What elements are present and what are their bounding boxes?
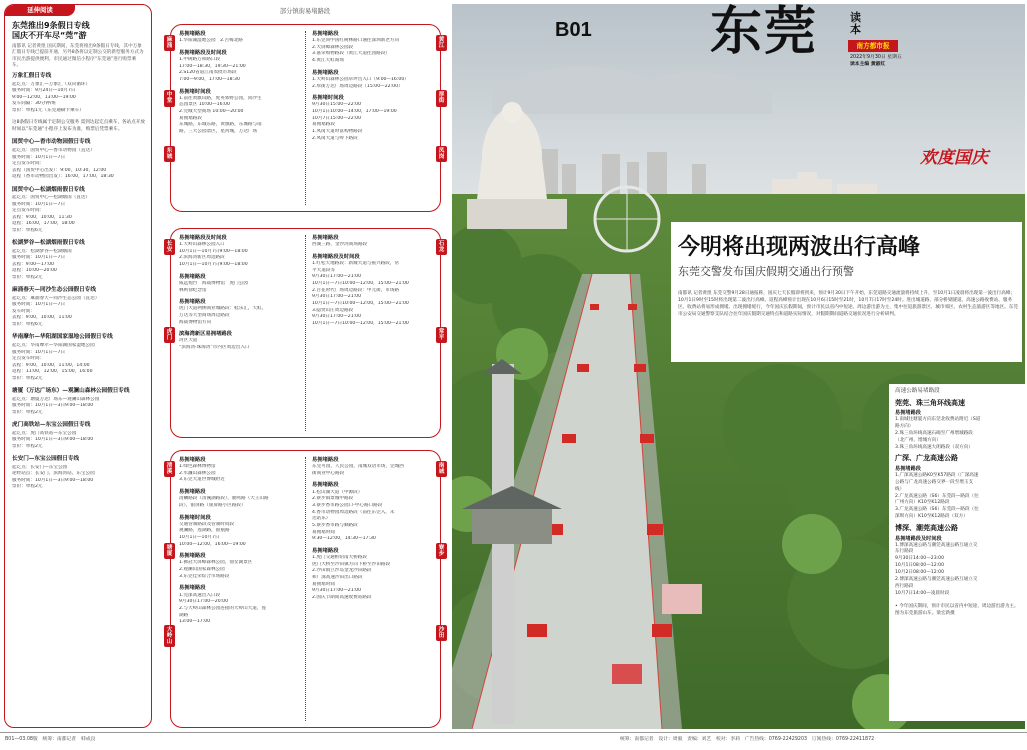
town-label-right: 凤岗 bbox=[436, 146, 447, 162]
holiday-line-detail: 定点发车时间： bbox=[12, 356, 45, 362]
route-column bbox=[312, 457, 434, 607]
highway-sub: 易拥堵路段及时间段 bbox=[895, 535, 942, 542]
route-line: “滨海湾·珠海湾”市内区周边出入口 bbox=[179, 345, 250, 351]
holiday-line-title: 长安门—东宝公园假日专线 bbox=[12, 456, 80, 463]
route-line: 1.东莞同中国红树林路口通往深圳新老方向 bbox=[312, 38, 400, 44]
route-line: 10月1日—7日10:00—12:00，15:00—21:00 bbox=[312, 280, 409, 286]
highway-sub: 易拥堵路段 bbox=[895, 409, 921, 416]
holiday-line-detail: 起讫点：松湖梦谷—松湖烟雨 bbox=[12, 248, 72, 254]
route-line: 9月30日15:00—22:00 bbox=[312, 102, 362, 108]
route-group-title: 易拥堵路段 bbox=[179, 299, 206, 306]
holiday-line-item bbox=[12, 388, 145, 416]
holiday-line-title: 华南摩尔—华阳湖国家湿地公园假日专线 bbox=[12, 334, 113, 341]
holiday-line-detail: 返程：16:00，17:00，18:00 bbox=[12, 221, 75, 227]
route-line: 1.中碑路万和路口段 bbox=[179, 56, 221, 62]
route-line: 易拥堵时间 bbox=[312, 581, 335, 587]
route-line: 10月1日10:00—14:00，17:00—19:00 bbox=[312, 109, 397, 115]
route-group bbox=[179, 31, 301, 45]
footer-left: B01—03.08版 统筹：南都记者 韩成良 bbox=[5, 737, 96, 742]
town-label-right: 黄江 bbox=[436, 35, 447, 51]
route-group-title: 易拥堵路段及时间段 bbox=[312, 253, 360, 260]
route-line: 态园景区 10:00—16:00 bbox=[179, 102, 230, 108]
highway-line: 10月1日08:00—12:00 bbox=[895, 563, 945, 569]
holiday-line-detail: 返程（香市动物园出发）：16:00，17:00，18:30 bbox=[12, 174, 114, 180]
town-label-left: 清溪 bbox=[164, 461, 175, 477]
route-line: 虎门大桥至沙田镇方向下桥至沙田路段 bbox=[312, 561, 391, 567]
route-line: 平大道段等 bbox=[312, 267, 335, 273]
route-line: 9:30—12:00，14:30—17:30 bbox=[312, 536, 376, 542]
route-line: 13:00—17:00 bbox=[179, 619, 211, 625]
holiday-line-item bbox=[12, 73, 145, 114]
route-line: 交通管制路段及管制时间段 bbox=[179, 521, 235, 527]
town-label-right: 石龙 bbox=[436, 239, 447, 255]
national-day-stamp: 欢度国庆 bbox=[920, 148, 988, 168]
holiday-line-detail: 起讫点：万象汇—万象汇（双向循环） bbox=[12, 81, 91, 87]
holiday-line-detail: 服务时间：10月1日—7日 bbox=[12, 255, 66, 261]
route-line: 湖路 bbox=[179, 612, 189, 618]
holiday-line-detail: 服务时间：10月1日—7日 bbox=[12, 201, 66, 207]
route-line: 林则徐纪念馆 bbox=[179, 287, 207, 293]
holiday-line-detail: 去程：9:00，10:00，11:30 bbox=[12, 214, 72, 220]
highway-line: 路方向） bbox=[895, 423, 914, 429]
holiday-line-item bbox=[12, 139, 145, 180]
route-group-title: 易拥堵路段 bbox=[179, 457, 206, 463]
route-line: 9月30日17:00—21:00 bbox=[312, 314, 362, 320]
route-group-title: 易拥堵路段及时间段 bbox=[179, 49, 227, 56]
route-line: 易拥堵路段 bbox=[312, 122, 335, 128]
route-line: 4.黄江天虹商场 bbox=[312, 58, 344, 64]
holiday-line-detail: 票价：单程2元 bbox=[12, 274, 43, 280]
highway-line: 东行路段 bbox=[895, 549, 914, 555]
town-label-left: 虎门 bbox=[164, 327, 175, 343]
route-line: 2.观澜山国家森林公园 bbox=[179, 567, 225, 573]
holiday-line-detail: 服务时间：9月24日—10月7日 bbox=[12, 88, 76, 94]
route-line: 3.东莞佳荣综合市场路段 bbox=[179, 573, 230, 579]
route-line: 路，三大公园景区，星河城，万达广场 bbox=[179, 128, 258, 134]
route-line: 易拥堵时间 bbox=[312, 529, 335, 535]
route-group-title: 易拥堵路段 bbox=[312, 235, 339, 241]
holiday-line-detail: 票价：单程2元 bbox=[12, 484, 43, 490]
holiday-line-detail: 9:00—12:00，13:00—19:00 bbox=[12, 94, 76, 100]
route-line: 10月1日—10月7日9:00—18:00 bbox=[179, 262, 248, 268]
holiday-line-detail: 服务时间：10月1日—7日 bbox=[12, 349, 66, 355]
route-line: 10月1日—10月7日 bbox=[179, 535, 220, 541]
highway-line: 1.广深高速公路K0至K57路段（广深高速 bbox=[895, 472, 979, 478]
route-group bbox=[312, 70, 434, 90]
route-line: 1.前往黄旗山路，虎英郊野公园，同沙生 bbox=[179, 95, 262, 101]
route-line: 10月7日15:00—22:00 bbox=[312, 115, 362, 121]
route-group bbox=[312, 95, 434, 142]
route-column bbox=[312, 235, 434, 333]
route-line: 虎门大道两侧商业城路段：鞋乐汇，天虹， bbox=[179, 306, 267, 312]
route-group-title: 易拥堵路段 bbox=[312, 31, 339, 37]
photo-caption: • 今年国庆期间，预计市民以省内中短途、周边游出游为主。图为东莞旅游山车。梁宏新摄 bbox=[895, 603, 1019, 616]
route-line: 海战博物馆方向 bbox=[179, 319, 212, 325]
route-line: 3.隐贤山庄周边路段 bbox=[312, 307, 354, 313]
main-subhead: 东莞交警发布国庆假期交通出行预警 bbox=[678, 265, 854, 278]
highway-line: 9月30日14:00—23:00 bbox=[895, 556, 945, 562]
route-line: 达站乐） bbox=[312, 516, 331, 522]
holiday-line-detail: 票价：单程6元 bbox=[12, 321, 43, 327]
route-group bbox=[179, 274, 301, 294]
holiday-line-item bbox=[12, 287, 145, 328]
route-column bbox=[179, 457, 301, 631]
holiday-line-detail: 起讫点：国贸中心—香市动物园（直达） bbox=[12, 148, 95, 154]
page-footer bbox=[0, 732, 1027, 750]
section-number: B01 bbox=[555, 19, 592, 41]
route-line: 街商业中心路段 bbox=[312, 470, 345, 476]
route-group bbox=[179, 489, 301, 509]
date-line: 2022年9月30日 星期五 bbox=[850, 55, 902, 60]
route-group-title: 易拥堵路段及时间段 bbox=[179, 235, 227, 241]
box-divider bbox=[305, 31, 306, 205]
route-line: 2.厚街万达广场周边路段（15:00—22:00） bbox=[312, 83, 403, 89]
town-label-right: 沙田 bbox=[436, 625, 447, 641]
route-line: 3.东莞大道世博城附近 bbox=[179, 477, 225, 483]
route-group bbox=[179, 585, 301, 625]
main-body-text: 南都讯 记者黄煌 东莞交警9月28日通报称，国庆七天长假即将到来，预计9月30日下午开始，东莞道路交通流量将持续上升，至10月1日凌晨将出现第一波出行高峰；10月1日9时至15时将出现第二波出行高峰。返程高峰预计出现在10月6日15时至21时，10月7日17时至24时。进出城道路、部分桥梁隧道、高速公路收费站、服务区、收费站将易形成拥堵。出现拥堵缓行，今年国庆长假期间，预计市民以省内中短途、周边游出游为主，集中往返旅游景区、城市郊区、农村生态旅游区等地区。东莞市公安局交通警察支队结合往年国庆假期交通特点和道路实际情况，对假期期间道路交通状况进行分析研判。 bbox=[678, 291, 1018, 317]
congestion-box bbox=[166, 450, 445, 728]
holiday-line-title: 国贸中心—松湖烟雨假日专线 bbox=[12, 186, 85, 193]
holiday-line-detail: 服务时间：10月1日—3日9:00—18:00 bbox=[12, 403, 94, 409]
route-line: 2.莞城大型商场 10:00—20:00 bbox=[179, 109, 244, 115]
route-group bbox=[179, 515, 301, 549]
holiday-line-detail: 定点发车时间： bbox=[12, 208, 45, 214]
extended-reading-tag: 延伸阅读 bbox=[5, 5, 75, 16]
route-column bbox=[179, 235, 301, 357]
route-line: 和广深高速沙田出口路段 bbox=[312, 574, 363, 580]
holiday-line-detail: 起讫点：塘厦万达广场东—观澜山森林公园 bbox=[12, 396, 100, 402]
congestion-box bbox=[166, 228, 445, 438]
route-group-title: 易拥堵路段 bbox=[312, 547, 339, 554]
route-line: 17:00—18:30，19:30—21:00 bbox=[179, 63, 246, 69]
route-line: 1.凤岗大道时富购物路段 bbox=[312, 128, 363, 134]
route-line: 2.大屏嶂森林公园段 bbox=[312, 44, 354, 50]
extended-reading-column bbox=[4, 4, 152, 728]
route-line: 7:00—9:00，17:00—18:30 bbox=[179, 76, 240, 82]
holiday-line-title: 国贸中心—香市动物园假日专线 bbox=[12, 139, 91, 146]
route-line: 易拥堵路段 bbox=[179, 115, 202, 121]
route-group bbox=[312, 457, 434, 477]
holiday-line-detail: 去程：9:00，10:00，11:00 bbox=[12, 315, 72, 321]
route-line: 2.百花时代广场周边路段：中元街，市场路 bbox=[312, 287, 400, 293]
town-label-left: 中堂 bbox=[164, 90, 175, 106]
highway-line: （北广州、增城方向） bbox=[895, 437, 941, 443]
route-group-title: 易拥堵路段 bbox=[179, 273, 206, 280]
highway-line: 1.南城往塘厦方向东莞北收费站附近（S道 bbox=[895, 417, 981, 422]
reader-mark: 读本 bbox=[850, 11, 861, 37]
holiday-line-detail: 票价：单程1元（东莞通刷卡乘车） bbox=[12, 107, 84, 113]
route-line: 2.沙田镇立沙岛金龙沙田路段 bbox=[312, 568, 372, 574]
route-line: 1.佛冠大屏嶂森林公园，仙女湖景区 bbox=[179, 560, 253, 566]
holiday-line-detail: 途经站点：长安门、滨海湾站、东宝公园 bbox=[12, 471, 95, 477]
town-label-right: 南城 bbox=[436, 461, 447, 477]
holiday-line-title: 虎门高铁站—东宝公园假日专线 bbox=[12, 422, 91, 429]
town-label-left: 塘厦 bbox=[164, 543, 175, 559]
route-line: 9月30日17:00—21:00 bbox=[312, 588, 362, 594]
holiday-line-detail: 票价：单程2元 bbox=[12, 409, 43, 415]
holiday-line-detail: 票价：单程2元 bbox=[12, 443, 43, 449]
route-group-title: 易拥堵时间段 bbox=[179, 514, 211, 521]
route-group bbox=[179, 553, 301, 580]
route-line: 3.寮步香市路公园口-中心路口路段 bbox=[312, 502, 383, 508]
highway-line: 3.珠三角环线高速大朗路段（双方向） bbox=[895, 444, 973, 450]
route-line: 9月30日17:00—21:00 bbox=[312, 294, 362, 300]
holiday-line-detail: 服务时间：10月1日—3日9:00—18:00 bbox=[12, 437, 94, 443]
highway-sub: 易拥堵路段 bbox=[895, 465, 921, 472]
brand-title: 东莞 bbox=[710, 1, 819, 62]
route-column bbox=[312, 31, 434, 147]
holiday-line-detail: 起讫点：国贸中心—松湖烟雨（直达） bbox=[12, 195, 91, 201]
route-line: 段），银屏路（银屏路小区路段） bbox=[179, 502, 246, 508]
highway-panel-heading: 高速公路易堵路段 bbox=[895, 388, 940, 394]
route-group bbox=[179, 235, 301, 269]
route-line: 万达等大型商场周边路段 bbox=[179, 313, 230, 319]
holiday-line-title: 万象汇假日专线 bbox=[12, 73, 52, 80]
route-line: 1.华阳湖湿地公园 2.古梅北路 bbox=[179, 38, 243, 44]
highway-line: 广州方向）K10至K12路段 bbox=[895, 500, 950, 506]
highway-line: 10月2日08:00—12:00 bbox=[895, 570, 945, 576]
route-line: 1.虎门交通枢纽南大桥路段 bbox=[312, 554, 367, 560]
route-group bbox=[179, 331, 301, 351]
route-group-title: 易拥堵路段 bbox=[179, 585, 206, 592]
holiday-line-detail: 发车间隔：30分钟/班 bbox=[12, 101, 57, 107]
left-lead-paragraph: 南都讯 记者黄煌 国庆期间，东莞将推出9条假日专线，其中万象汇假日专线已提前开通，另外8条将以定制公交的新型服务方式为市民出游提供便利。市民通过微信小程序“东莞通”进行购票乘车。 bbox=[12, 44, 144, 68]
route-group-title: 易拥堵路段 bbox=[179, 31, 206, 37]
highway-congestion-panel bbox=[889, 384, 1025, 721]
holiday-line-detail: 服务时间：10月1日—7日 bbox=[12, 154, 66, 160]
route-line: 10月1日—7日10:00—12:00，15:00—21:00 bbox=[312, 320, 409, 326]
holiday-line-detail: 起讫点：长安门—东宝公园 bbox=[12, 464, 68, 470]
route-line: 2.与大岭山森林公园连接的大岭山大道，莲 bbox=[179, 605, 267, 611]
route-line: 1.大岭山森林公园入口 bbox=[179, 242, 225, 248]
route-group-title: 易拥堵路段 bbox=[179, 489, 206, 496]
town-label-left: 大岭山 bbox=[164, 625, 175, 647]
route-line: 1.莞深高速出入口段 bbox=[179, 592, 221, 598]
holiday-line-detail: 去程（国贸中心出发）：9:00，10:30，12:00 bbox=[12, 167, 107, 173]
route-line: 2.国庆节期间高速收费站路段 bbox=[312, 594, 372, 600]
route-column bbox=[179, 31, 301, 141]
holiday-line-detail: 服务时间：10月1日—7日 bbox=[12, 302, 66, 308]
holiday-line-detail: 起讫点：华南摩尔—华阳湖国家湿地公园 bbox=[12, 343, 95, 349]
route-line: 湾区大道 bbox=[179, 338, 198, 344]
route-line: 9月30日17:00—20:00 bbox=[179, 599, 229, 605]
holiday-line-item bbox=[12, 456, 145, 491]
route-group-title: 滨海湾新区易拥堵路段 bbox=[179, 331, 232, 338]
highway-line: 2.珠三角环线高速石碣至广州增城路段 bbox=[895, 430, 973, 436]
box-divider bbox=[305, 235, 306, 431]
holiday-line-title: 塘厦（万达广场东）—观澜山森林公园假日专线 bbox=[12, 388, 130, 395]
route-line: 2.S120省道江南农批市场段 bbox=[179, 70, 237, 76]
highway-line: 2.博深高速公路与潮莞高速公路互通立交 bbox=[895, 577, 978, 583]
route-line: 4.香市动物园周边路段（前往东莞入，未 bbox=[312, 509, 395, 515]
holiday-line-item bbox=[12, 187, 145, 235]
route-line: 2.寮步镇景城中路段 bbox=[312, 496, 354, 502]
route-line: 9月30日17:00—21:00 bbox=[312, 274, 362, 280]
highway-line: 西行路段 bbox=[895, 583, 914, 589]
holiday-line-detail: 去程：9:00—17:00 bbox=[12, 261, 54, 267]
holiday-line-item bbox=[12, 240, 145, 281]
holiday-line-title: 麻涌春天—同沙生态公园假日专线 bbox=[12, 287, 96, 294]
holiday-line-item bbox=[12, 334, 145, 382]
holiday-line-list bbox=[12, 73, 145, 491]
main-headline: 今明将出现两波出行高峰 bbox=[678, 235, 921, 260]
footer-right: 统筹：南都记者 设计：周毅 责编：刘艺 校对：李莉 广告热线：0769-22429203 订阅热线：0769-22411872 bbox=[620, 737, 875, 742]
route-line: 西湖三路，金沙湾商场路段 bbox=[312, 242, 368, 248]
route-line: 10月1日—7日10:00—12:00，15:00—21:00 bbox=[312, 300, 409, 306]
town-label-right: 寮步 bbox=[436, 543, 447, 559]
route-line: 威远炮台 海战博物馆 虎门公园 bbox=[179, 280, 248, 286]
route-line: 3.嘉荣购物路段（黄江大道往园路段） bbox=[312, 51, 390, 57]
middle-section-title: 部分镇街易堵路段 bbox=[279, 8, 331, 15]
highway-line: 线） bbox=[895, 486, 905, 492]
route-line: 1.松山湖大道（中源段） bbox=[312, 489, 363, 495]
route-line: 10:00—12:00，16:00—19:00 bbox=[179, 541, 246, 547]
highway-line: 1.博深高速公路与潮莞高速公路互通立交 bbox=[895, 542, 978, 548]
holiday-line-detail: 返程：10:00—20:00 bbox=[12, 268, 57, 274]
town-label-right: 厚街 bbox=[436, 90, 447, 106]
route-group-title: 易拥堵路段 bbox=[312, 457, 339, 463]
holiday-line-detail: 票价：单程6元 bbox=[12, 227, 43, 233]
holiday-line-detail: 返程：11:00，12:00，15:00，16:00 bbox=[12, 369, 93, 375]
route-group bbox=[312, 548, 434, 602]
route-group bbox=[312, 482, 434, 542]
route-line: 清鳞路段（清溪湖路段），鹿鸣路（大王山路 bbox=[179, 496, 269, 502]
highway-name: 博深、潮莞高速公路 bbox=[895, 524, 958, 533]
holiday-line-detail: 定点发车时间： bbox=[12, 161, 45, 167]
town-label-right: 常平 bbox=[436, 327, 447, 343]
route-group bbox=[179, 299, 301, 326]
route-line: 1.绿色森林博物馆 bbox=[179, 464, 216, 470]
left-headline: 东莞推出9条假日专线 国庆不开车尽“莞”游 bbox=[12, 21, 90, 40]
congestion-box bbox=[166, 24, 445, 212]
route-group bbox=[312, 235, 434, 249]
route-line: 5.寮步香市路与顺路段 bbox=[312, 522, 358, 528]
holiday-line-detail: 发车时间： bbox=[12, 308, 35, 314]
highway-name: 广深、广龙高速公路 bbox=[895, 454, 958, 463]
route-line: 2.水濂山森林公园 bbox=[179, 470, 216, 476]
holiday-line-detail: 去程：9:00，10:00，11:00，14:00 bbox=[12, 362, 90, 368]
highway-line: 10月7日14:00—凌晨时段 bbox=[895, 590, 950, 596]
route-group bbox=[179, 50, 301, 84]
left-note: 这8条假日专线属于定制公交服务 需到达起讫点乘车，各站点开放时间以“东莞通”小程序上发布为准，购票后凭票乘车。 bbox=[12, 120, 146, 132]
holiday-line-detail: 起讫点：麻涌春天—同沙生态公园（直达） bbox=[12, 295, 100, 301]
paper-logo: 南方都市报 bbox=[848, 40, 898, 52]
highway-line: 公路与广龙高速公路交界一段至增玉支 bbox=[895, 479, 974, 485]
route-line: 10月1日—10月7日9:00—18:00 bbox=[179, 248, 248, 254]
route-line: 1.红松天地路段：新城大道与振兴路段，常 bbox=[312, 260, 400, 266]
editor-line: 读本主编 黄淑红 bbox=[850, 62, 886, 67]
town-label-left: 东城 bbox=[164, 146, 175, 162]
holiday-line-detail: 起讫点：虎门高铁站—东宝公园 bbox=[12, 430, 77, 436]
box-divider bbox=[305, 457, 306, 721]
holiday-line-item bbox=[12, 422, 145, 450]
route-group bbox=[179, 457, 301, 484]
route-group-title: 易拥堵路段 bbox=[312, 69, 339, 76]
holiday-line-title: 松湖梦谷—松湖烟雨假日专线 bbox=[12, 240, 85, 247]
holiday-line-detail: 票价：单程2元 bbox=[12, 375, 43, 381]
route-line: 东莞可园，人民公园，南城双语市场，莞城西 bbox=[312, 464, 404, 470]
route-line: 东城路，东城东路，黄旗路，东城路与南 bbox=[179, 122, 262, 128]
route-line: 2.凤岗大道与岭下路段 bbox=[312, 135, 358, 141]
route-group-title: 易拥堵路段 bbox=[179, 553, 206, 560]
highway-name: 莞莞、珠三角环线高速 bbox=[895, 398, 965, 407]
route-line: 2.滨海湾新区周边路段 bbox=[179, 255, 225, 261]
highway-line: 2.广龙高速公路（S6）东莞段—路段（往 bbox=[895, 493, 979, 499]
route-line: 1.大岭山森林公园草坪出入口（9:00—16:00） bbox=[312, 76, 409, 82]
route-group-title: 易拥堵时间段 bbox=[179, 88, 211, 95]
route-group bbox=[179, 89, 301, 136]
town-label-left: 麻涌 bbox=[164, 35, 175, 51]
route-group bbox=[312, 31, 434, 65]
route-line: 观澜路，莲湖路，银瓶路 bbox=[179, 528, 230, 534]
route-group-title: 易拥堵时间段 bbox=[312, 95, 344, 102]
holiday-line-detail: 服务时间：10月1日—3日9:00—18:00 bbox=[12, 477, 94, 483]
route-group bbox=[312, 254, 434, 328]
highway-line: 3.广龙高速公路（S6）东莞段—路段（往 bbox=[895, 507, 979, 513]
town-label-left: 长安 bbox=[164, 239, 175, 255]
highway-list bbox=[895, 399, 1019, 598]
highway-line: 深圳方向）K10至K12路段（双方） bbox=[895, 514, 968, 520]
route-group-title: 易拥堵路段 bbox=[312, 482, 339, 489]
